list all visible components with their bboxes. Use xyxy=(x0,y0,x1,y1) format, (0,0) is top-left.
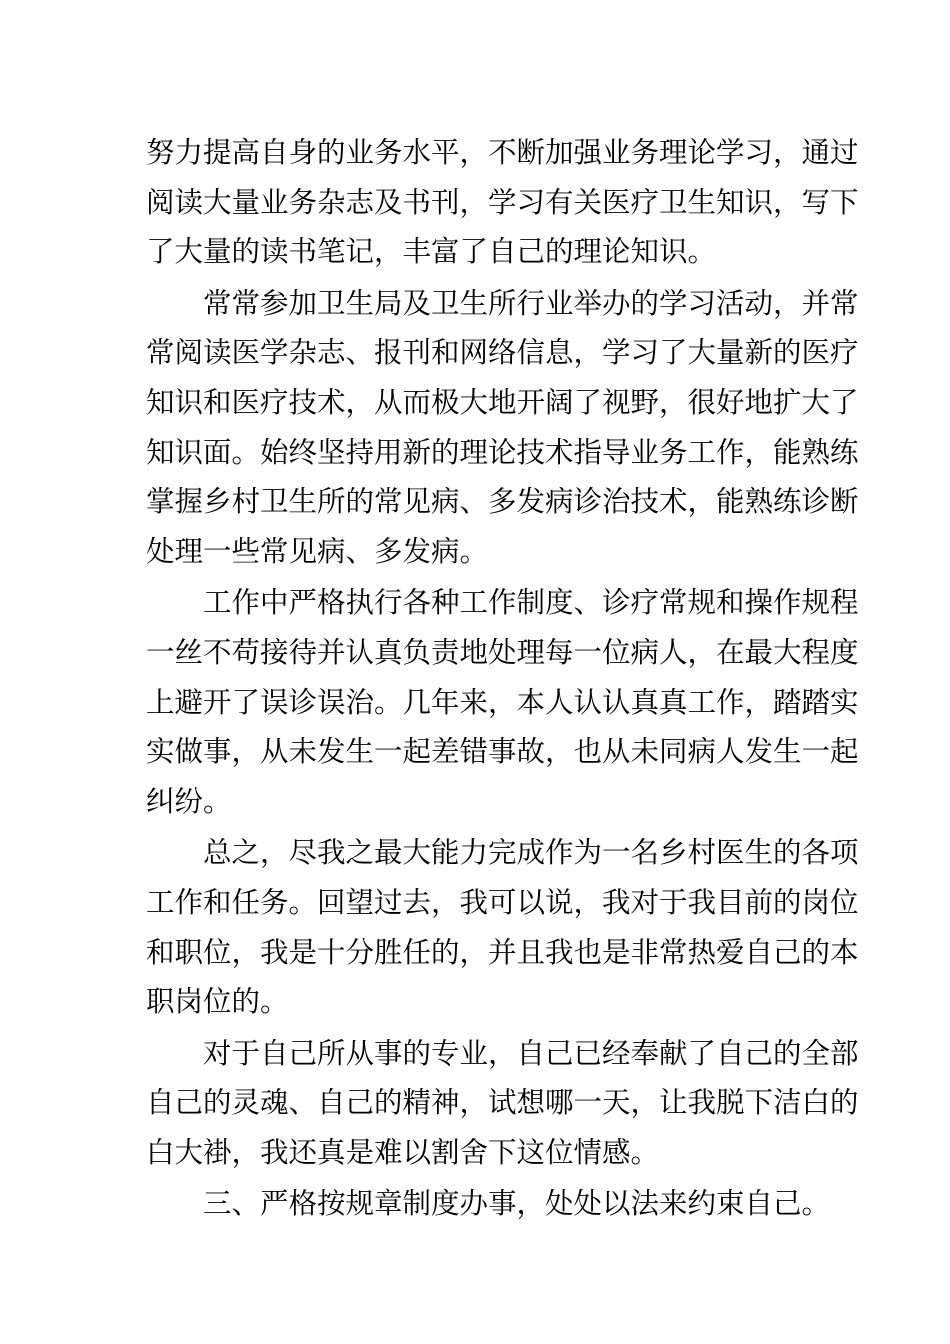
paragraph-line: 总之，尽我之最大能力完成作为一名乡村医生的各项 xyxy=(203,836,859,870)
paragraph-2 xyxy=(146,279,859,577)
paragraph-line: 处理一些常见病、多发病。 xyxy=(146,534,489,568)
paragraph-line: 和职位，我是十分胜任的，并且我也是非常热爱自己的本 xyxy=(146,935,859,969)
paragraph-line: 努力提高自身的业务水平，不断加强业务理论学习，通过 xyxy=(146,136,859,169)
paragraph-line: 纠纷。 xyxy=(146,784,232,818)
paragraph-line: 阅读大量业务杂志及书刊，学习有关医疗卫生知识，写下 xyxy=(146,185,859,219)
paragraph-line: 实做事，从未发生一起差错事故，也从未同病人发生一起 xyxy=(146,735,859,769)
paragraph-line: 上避开了误诊误治。几年来，本人认认真真工作，踏踏实 xyxy=(146,685,859,719)
document-body xyxy=(146,128,859,1229)
paragraph-6 xyxy=(146,1179,831,1229)
paragraph-line: 常常参加卫生局及卫生所行业举办的学习活动，并常 xyxy=(203,286,859,320)
paragraph-5 xyxy=(146,1029,859,1178)
paragraph-line: 常阅读医学杂志、报刊和网络信息，学习了大量新的医疗 xyxy=(146,336,859,370)
paragraph-3 xyxy=(146,578,859,826)
paragraph-line: 工作中严格执行各种工作制度、诊疗常规和操作规程 xyxy=(203,586,859,620)
paragraph-line: 掌握乡村卫生所的常见病、多发病诊治技术，能熟练诊断 xyxy=(146,485,859,519)
paragraph-line: 知识和医疗技术，从而极大地开阔了视野，很好地扩大了 xyxy=(146,385,859,419)
paragraph-1 xyxy=(146,128,859,277)
section-heading: 三、严格按规章制度办事，处处以法来约束自己。 xyxy=(203,1187,831,1221)
paragraph-line: 一丝不苟接待并认真负责地处理每一位病人，在最大程度 xyxy=(146,635,859,669)
paragraph-line: 对于自己所从事的专业，自己已经奉献了自己的全部 xyxy=(203,1036,859,1070)
paragraph-line: 白大褂，我还真是难以割舍下这位情感。 xyxy=(146,1135,660,1169)
paragraph-line: 工作和任务。回望过去，我可以说，我对于我目前的岗位 xyxy=(146,885,859,919)
paragraph-4 xyxy=(146,828,859,1026)
paragraph-line: 了大量的读书笔记，丰富了自己的理论知识。 xyxy=(146,235,717,269)
paragraph-line: 自己的灵魂、自己的精神，试想哪一天，让我脱下洁白的 xyxy=(146,1086,859,1120)
paragraph-line: 知识面。始终坚持用新的理论技术指导业务工作，能熟练 xyxy=(146,435,859,469)
paragraph-line: 职岗位的。 xyxy=(146,985,289,1019)
